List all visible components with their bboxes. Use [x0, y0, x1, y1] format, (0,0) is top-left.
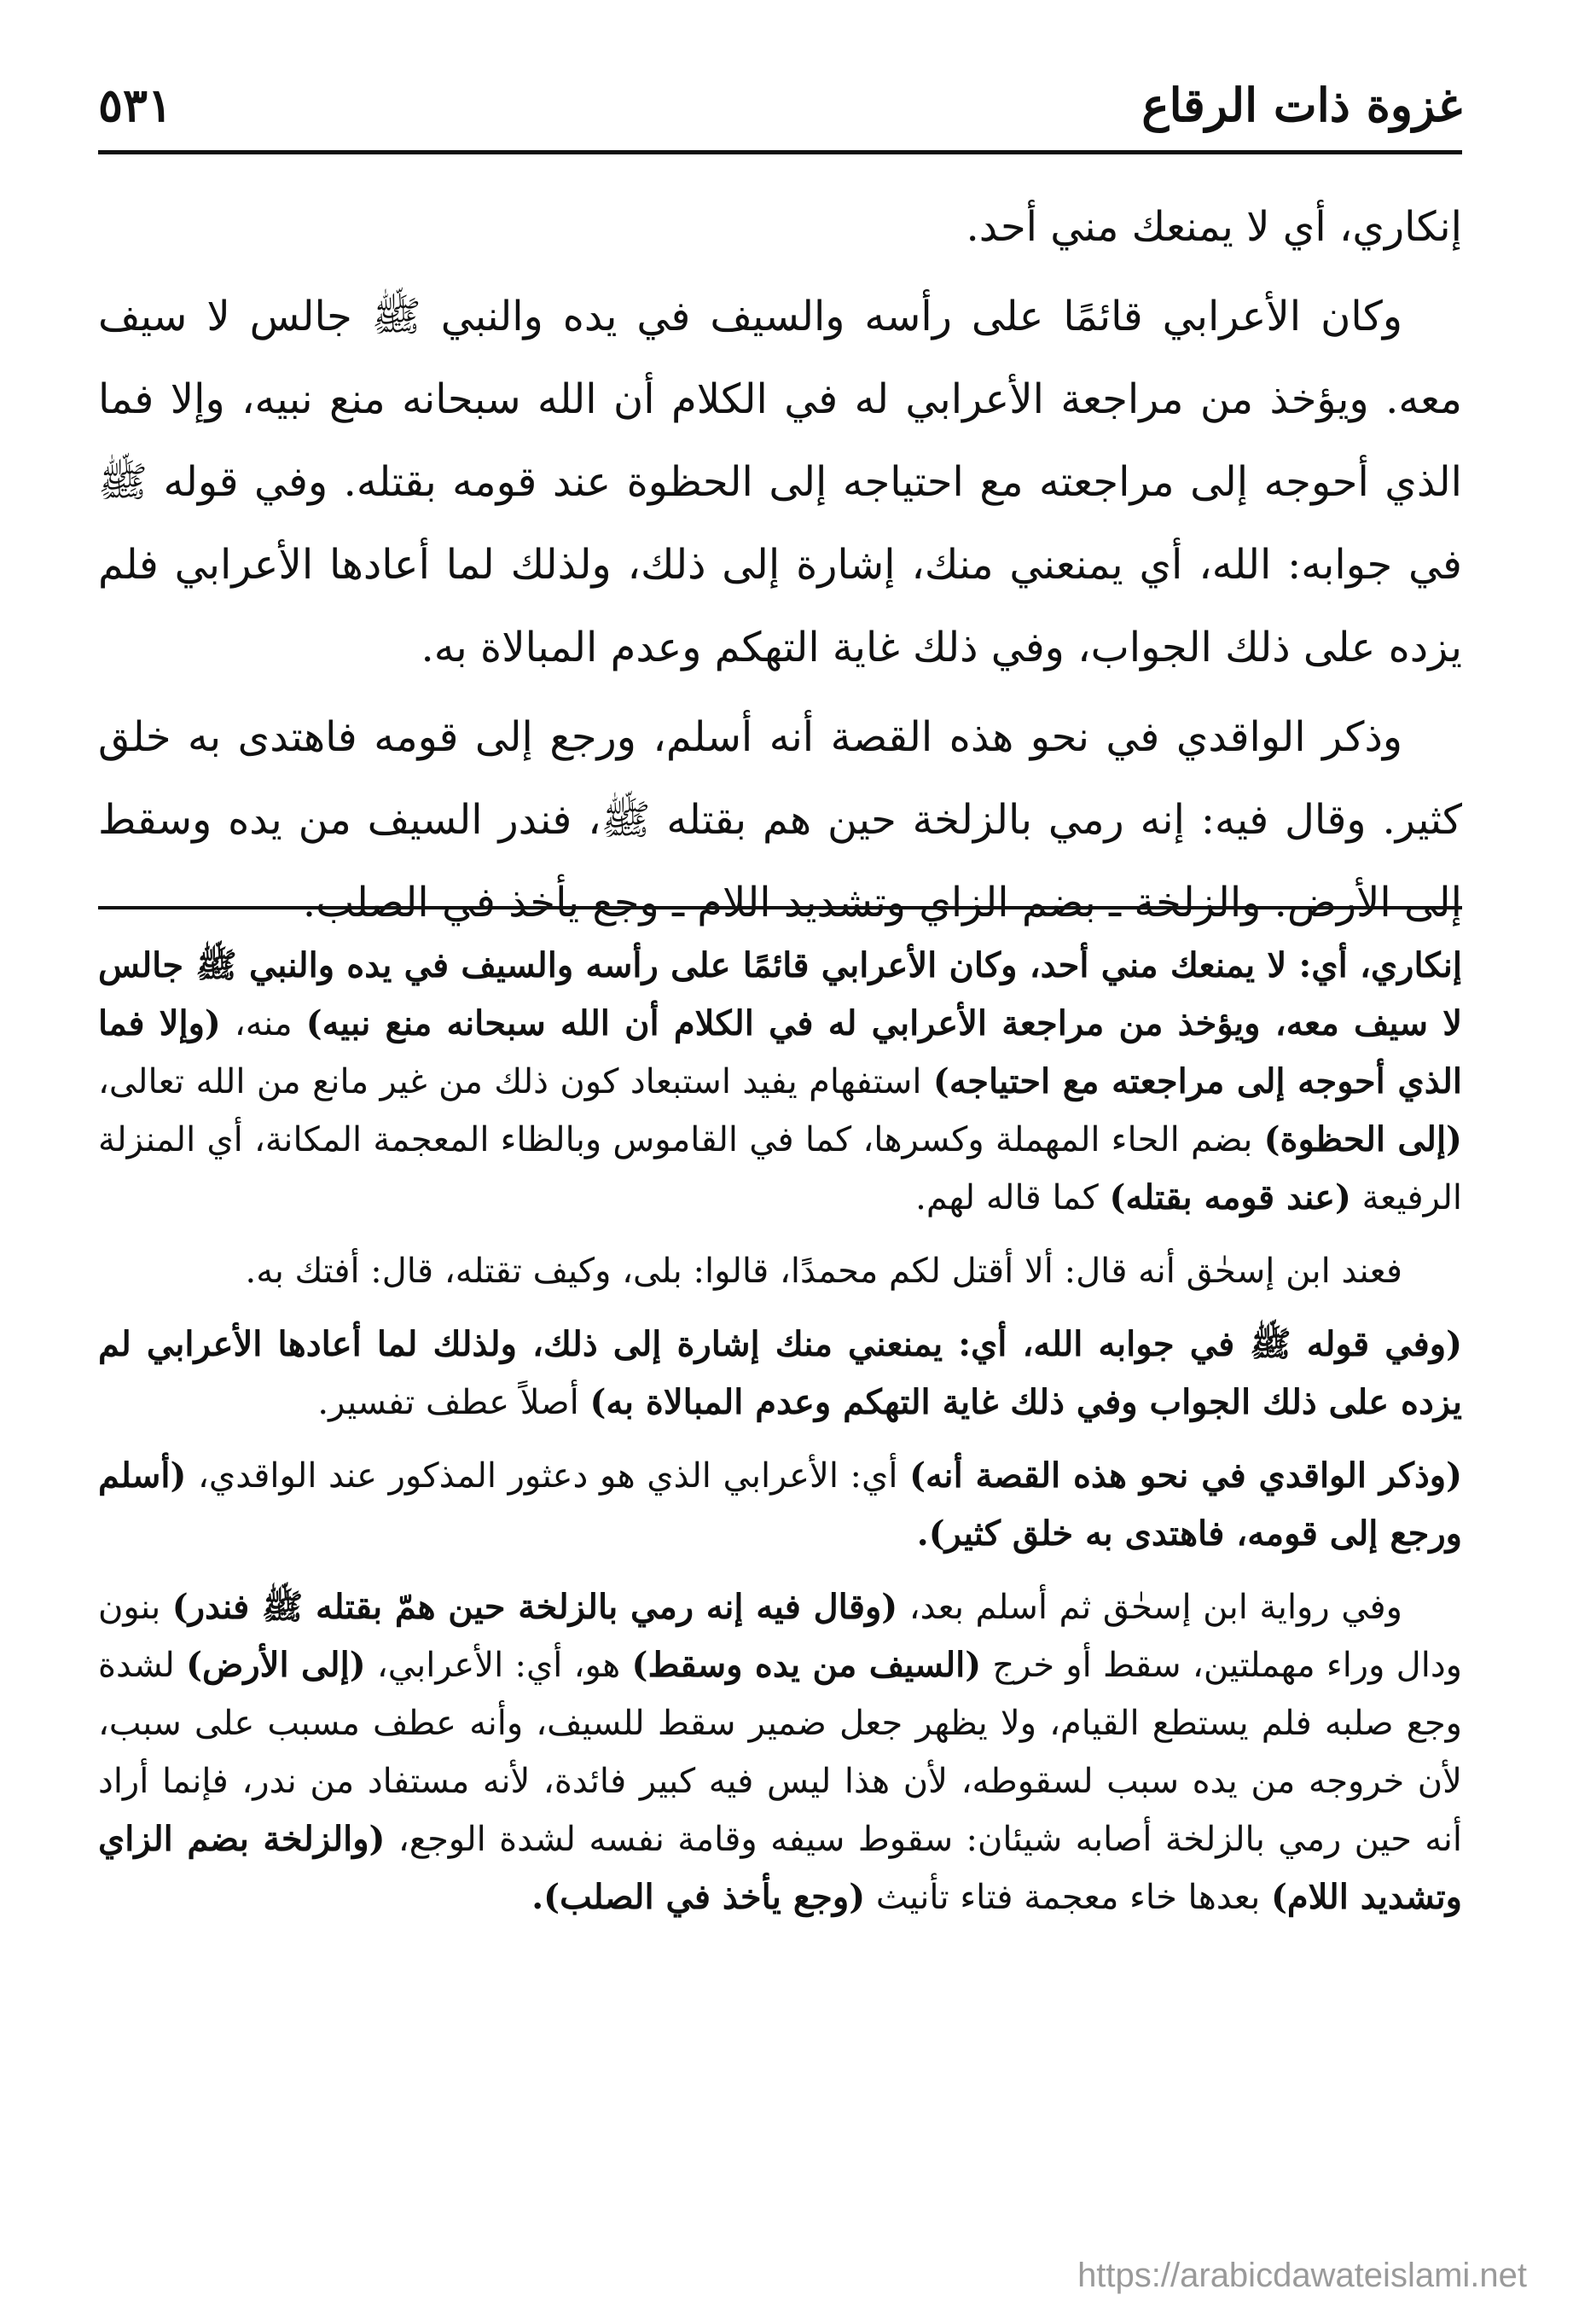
chapter-title: غزوة ذات الرقاع	[1141, 78, 1462, 132]
quoted-text: إنكاري، أي: لا يمنعك مني أحد، وكان الأعرابي قائمًا على رأسه والسيف في يده والنبي ﷺ جالس لا سيف معه، ويؤخذ من مراجعة الأعرابي له في الكلام أن الله سبحانه منع نبيه)	[98, 945, 1463, 1043]
page-header	[98, 68, 1462, 154]
commentary-text: هو، أي: الأعرابي،	[365, 1646, 632, 1685]
commentary-text: بضم الحاء المهملة وكسرها، كما في القاموس وبالظاء المعجمة المكانة، أي المنزلة الرفيعة	[98, 1120, 1462, 1217]
commentary-section	[98, 937, 1462, 1942]
quoted-text: (عند قومه بقتله)	[1109, 1177, 1351, 1217]
watermark-url: https://arabicdawateislami.net	[1077, 2257, 1527, 2294]
quoted-text: (وفي قوله ﷺ في جوابه الله، أي: يمنعني منك إشارة إلى ذلك، ولذلك لما أعادها الأعرابي لم يزده على ذلك الجواب وفي ذلك غاية التهكم وعدم المبالاة به)	[98, 1324, 1462, 1422]
commentary-text: لشدة وجع صلبه فلم يستطع القيام، ولا يظهر جعل ضمير سقط للسيف، وأنه عطف مسبب على سبب، لأن خروجه من يده سبب لسقوطه، لأن هذا ليس فيه كبير فائدة، لأنه مستفاد من ندر، فإنما أراد أنه حين رمي بالزلخة أصابه شيئان: سقوط سيفه وقامة نفسه لشدة الوجع،	[98, 1646, 1462, 1859]
page-number: ٥٣١	[98, 78, 173, 132]
commentary-text: استفهام يفيد استبعاد كون ذلك من غير مانع من الله تعالى،	[98, 1062, 933, 1101]
commentary-text: وفي رواية ابن إسحٰق ثم أسلم بعد،	[897, 1588, 1402, 1627]
quoted-text: (وجع يأخذ في الصلب).	[531, 1877, 866, 1917]
quoted-text: (وإلا فما الذي أحوجه إلى مراجعته مع احتياجه)	[98, 1003, 1462, 1101]
commentary-text: منه،	[220, 1004, 306, 1043]
commentary-paragraph	[98, 1316, 1462, 1432]
quoted-text: (وقال فيه إنه رمي بالزلخة حين همّ بقتله ﷺ فندر)	[171, 1587, 898, 1627]
main-paragraph: وكان الأعرابي قائمًا على رأسه والسيف في يده والنبي ﷺ جالس لا سيف معه. ويؤخذ من مراجعة الأعرابي له في الكلام أن الله سبحانه منع نبيه، وإلا فما الذي أحوجه إلى مراجعته مع احتياجه إلى الحظوة عند قومه بقتله. وفي قوله ﷺ في جوابه: الله، أي يمنعني منك، إشارة إلى ذلك، ولذلك لما أعادها الأعرابي فلم يزده على ذلك الجواب، وفي ذلك غاية التهكم وعدم المبالاة به.	[98, 293, 1462, 671]
commentary-paragraph	[98, 1447, 1462, 1563]
quoted-text: (السيف من يده وسقط)	[631, 1645, 982, 1685]
commentary-text: كما قاله لهم.	[915, 1178, 1110, 1217]
commentary-paragraph	[98, 937, 1462, 1227]
commentary-paragraph	[98, 1578, 1462, 1926]
commentary-text: أي: الأعرابي الذي هو دعثور المذكور عند الواقدي،	[186, 1456, 910, 1496]
quoted-text: (والزلخة بضم الزاي وتشديد اللام)	[98, 1819, 1462, 1917]
main-text	[98, 186, 1462, 951]
quoted-text: (وذكر الواقدي في نحو هذه القصة أنه)	[909, 1455, 1463, 1496]
quoted-text: (إلى الحظوة)	[1263, 1119, 1462, 1159]
main-paragraph: إنكاري، أي لا يمنعك مني أحد.	[966, 203, 1462, 251]
quoted-text: (أسلم ورجع إلى قومه، فاهتدى به خلق كثير).	[98, 1455, 1462, 1554]
section-divider	[98, 906, 1462, 909]
commentary-text: أصلاً عطف تفسير.	[317, 1383, 590, 1422]
quoted-text: (إلى الأرض)	[186, 1645, 366, 1685]
main-paragraph: وذكر الواقدي في نحو هذه القصة أنه أسلم، ورجع إلى قومه فاهتدى به خلق كثير. وقال فيه: إنه رمي بالزلخة حين هم بقتله ﷺ، فندر السيف من يده وسقط إلى الأرض. والزلخة ـ بضم الزاي وتشديد اللام ـ وجع يأخذ في الصلب.	[98, 713, 1463, 927]
commentary-paragraph: فعند ابن إسحٰق أنه قال: ألا أقتل لكم محمدًا، قالوا: بلى، وكيف تقتله، قال: أفتك به.	[245, 1252, 1402, 1291]
commentary-text: بنون ودال وراء مهملتين، سقط أو خرج	[98, 1588, 1462, 1685]
commentary-text: بعدها خاء معجمة فتاء تأنيث	[865, 1878, 1271, 1917]
